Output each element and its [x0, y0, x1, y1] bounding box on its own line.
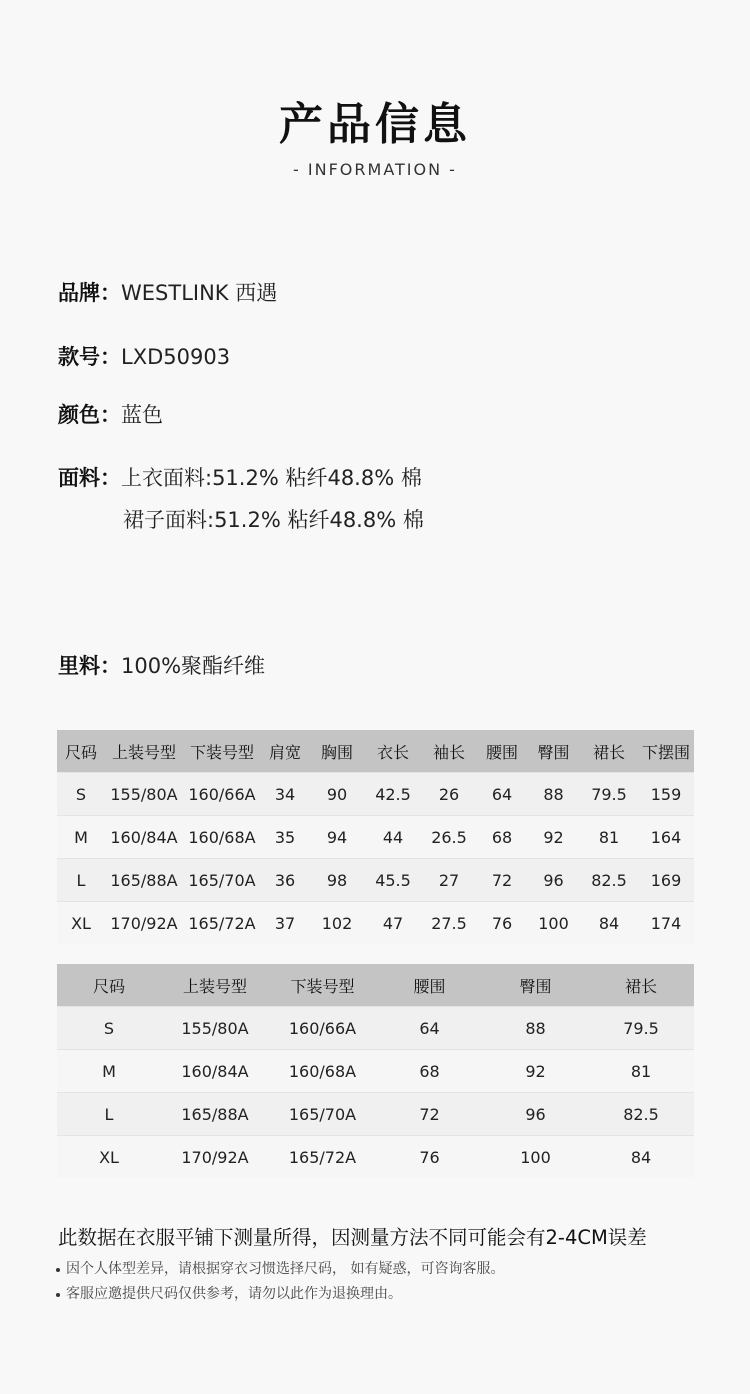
table-cell: 76 [376, 1136, 483, 1179]
table-cell: 100 [483, 1136, 588, 1179]
column-header: 上装号型 [105, 730, 183, 773]
table-header-row [57, 964, 694, 1007]
table-cell: 160/66A [269, 1007, 376, 1050]
column-header: 肩宽 [261, 730, 309, 773]
table-row [57, 1050, 694, 1093]
table-cell: 79.5 [588, 1007, 694, 1050]
column-header: 裙长 [580, 730, 638, 773]
table-cell: XL [57, 902, 105, 945]
column-header: 尺码 [57, 964, 161, 1007]
size-table-skirt [57, 964, 694, 1178]
color-row [58, 401, 163, 429]
table-cell: 98 [309, 859, 365, 902]
table-cell: 64 [477, 773, 527, 816]
color-value: 蓝色 [121, 403, 163, 427]
column-header: 腰围 [477, 730, 527, 773]
column-header: 下摆围 [638, 730, 694, 773]
fabric-row [58, 464, 422, 492]
table-cell: 84 [588, 1136, 694, 1179]
table-cell: 90 [309, 773, 365, 816]
table-cell: 155/80A [161, 1007, 269, 1050]
table-cell: 26.5 [421, 816, 477, 859]
table-row [57, 859, 694, 902]
color-label: 颜色： [58, 403, 121, 427]
lining-row [58, 652, 265, 680]
table-cell: 44 [365, 816, 421, 859]
table-cell: 68 [477, 816, 527, 859]
table-cell: XL [57, 1136, 161, 1179]
table-cell: 27 [421, 859, 477, 902]
table-cell: 165/72A [269, 1136, 376, 1179]
note-text: 因个人体型差异，请根据穿衣习惯选择尺码， 如有疑惑，可咨询客服。 [66, 1261, 505, 1277]
table-row [57, 816, 694, 859]
note-bullet [56, 1258, 504, 1278]
table-row [57, 1093, 694, 1136]
table-cell: 165/72A [183, 902, 261, 945]
measurement-note: 此数据在衣服平铺下测量所得，因测量方法不同可能会有2-4CM误差 [58, 1226, 647, 1249]
table-cell: 92 [483, 1050, 588, 1093]
table-cell: 42.5 [365, 773, 421, 816]
table-cell: L [57, 1093, 161, 1136]
table-cell: 160/84A [105, 816, 183, 859]
page-title: 产品信息 [279, 99, 471, 150]
table-cell: 88 [527, 773, 580, 816]
column-header: 腰围 [376, 964, 483, 1007]
table-cell: 68 [376, 1050, 483, 1093]
page-subtitle: - INFORMATION - [293, 160, 457, 179]
bullet-dot-icon [56, 1268, 60, 1272]
table-cell: 160/66A [183, 773, 261, 816]
table-cell: 72 [477, 859, 527, 902]
note-text: 客服应邀提供尺码仅供参考，请勿以此作为退换理由。 [66, 1286, 402, 1302]
table-cell: 37 [261, 902, 309, 945]
table-row [57, 1007, 694, 1050]
table-cell: 84 [580, 902, 638, 945]
table-cell: 82.5 [588, 1093, 694, 1136]
table-cell: M [57, 816, 105, 859]
table-cell: 92 [527, 816, 580, 859]
table-cell: 45.5 [365, 859, 421, 902]
table-cell: 96 [527, 859, 580, 902]
table-cell: 34 [261, 773, 309, 816]
table-cell: 174 [638, 902, 694, 945]
table-cell: 81 [580, 816, 638, 859]
table-cell: 155/80A [105, 773, 183, 816]
note-bullet [56, 1283, 402, 1303]
fabric-top-value: 上衣面料:51.2% 粘纤48.8% 棉 [121, 466, 422, 490]
lining-value: 100%聚酯纤维 [121, 654, 266, 678]
table-cell: 81 [588, 1050, 694, 1093]
table-row [57, 773, 694, 816]
brand-label: 品牌： [58, 281, 121, 305]
table-cell: 165/88A [161, 1093, 269, 1136]
size-table-full [57, 730, 694, 944]
brand-row [58, 279, 277, 307]
column-header: 臀围 [527, 730, 580, 773]
table-cell: 160/84A [161, 1050, 269, 1093]
table-cell: 165/88A [105, 859, 183, 902]
table-cell: 165/70A [183, 859, 261, 902]
table-cell: M [57, 1050, 161, 1093]
style-no-label: 款号： [58, 345, 121, 369]
table-cell: 26 [421, 773, 477, 816]
table-cell: L [57, 859, 105, 902]
fabric-skirt-value: 裙子面料:51.2% 粘纤48.8% 棉 [123, 508, 424, 532]
column-header: 下装号型 [183, 730, 261, 773]
table-cell: S [57, 773, 105, 816]
bullet-dot-icon [56, 1293, 60, 1297]
column-header: 上装号型 [161, 964, 269, 1007]
table-row [57, 902, 694, 945]
style-no-value: LXD50903 [121, 345, 231, 369]
column-header: 衣长 [365, 730, 421, 773]
column-header: 胸围 [309, 730, 365, 773]
fabric-label: 面料： [58, 466, 121, 490]
table-cell: 165/70A [269, 1093, 376, 1136]
table-cell: 27.5 [421, 902, 477, 945]
table-cell: 164 [638, 816, 694, 859]
table-cell: 64 [376, 1007, 483, 1050]
table-cell: 96 [483, 1093, 588, 1136]
table-cell: 100 [527, 902, 580, 945]
table-row [57, 1136, 694, 1179]
column-header: 下装号型 [269, 964, 376, 1007]
table-cell: 36 [261, 859, 309, 902]
table-cell: 72 [376, 1093, 483, 1136]
table-cell: 82.5 [580, 859, 638, 902]
table-cell: 88 [483, 1007, 588, 1050]
table-cell: 169 [638, 859, 694, 902]
table-cell: 160/68A [269, 1050, 376, 1093]
table-cell: S [57, 1007, 161, 1050]
column-header: 裙长 [588, 964, 694, 1007]
lining-label: 里料： [58, 654, 121, 678]
table-cell: 79.5 [580, 773, 638, 816]
table-cell: 94 [309, 816, 365, 859]
table-cell: 76 [477, 902, 527, 945]
table-cell: 160/68A [183, 816, 261, 859]
table-cell: 35 [261, 816, 309, 859]
table-cell: 47 [365, 902, 421, 945]
table-cell: 170/92A [105, 902, 183, 945]
column-header: 臀围 [483, 964, 588, 1007]
column-header: 尺码 [57, 730, 105, 773]
table-cell: 170/92A [161, 1136, 269, 1179]
table-header-row [57, 730, 694, 773]
table-cell: 102 [309, 902, 365, 945]
table-cell: 159 [638, 773, 694, 816]
column-header: 袖长 [421, 730, 477, 773]
brand-value: WESTLINK 西遇 [121, 281, 278, 305]
style-no-row [58, 343, 230, 371]
